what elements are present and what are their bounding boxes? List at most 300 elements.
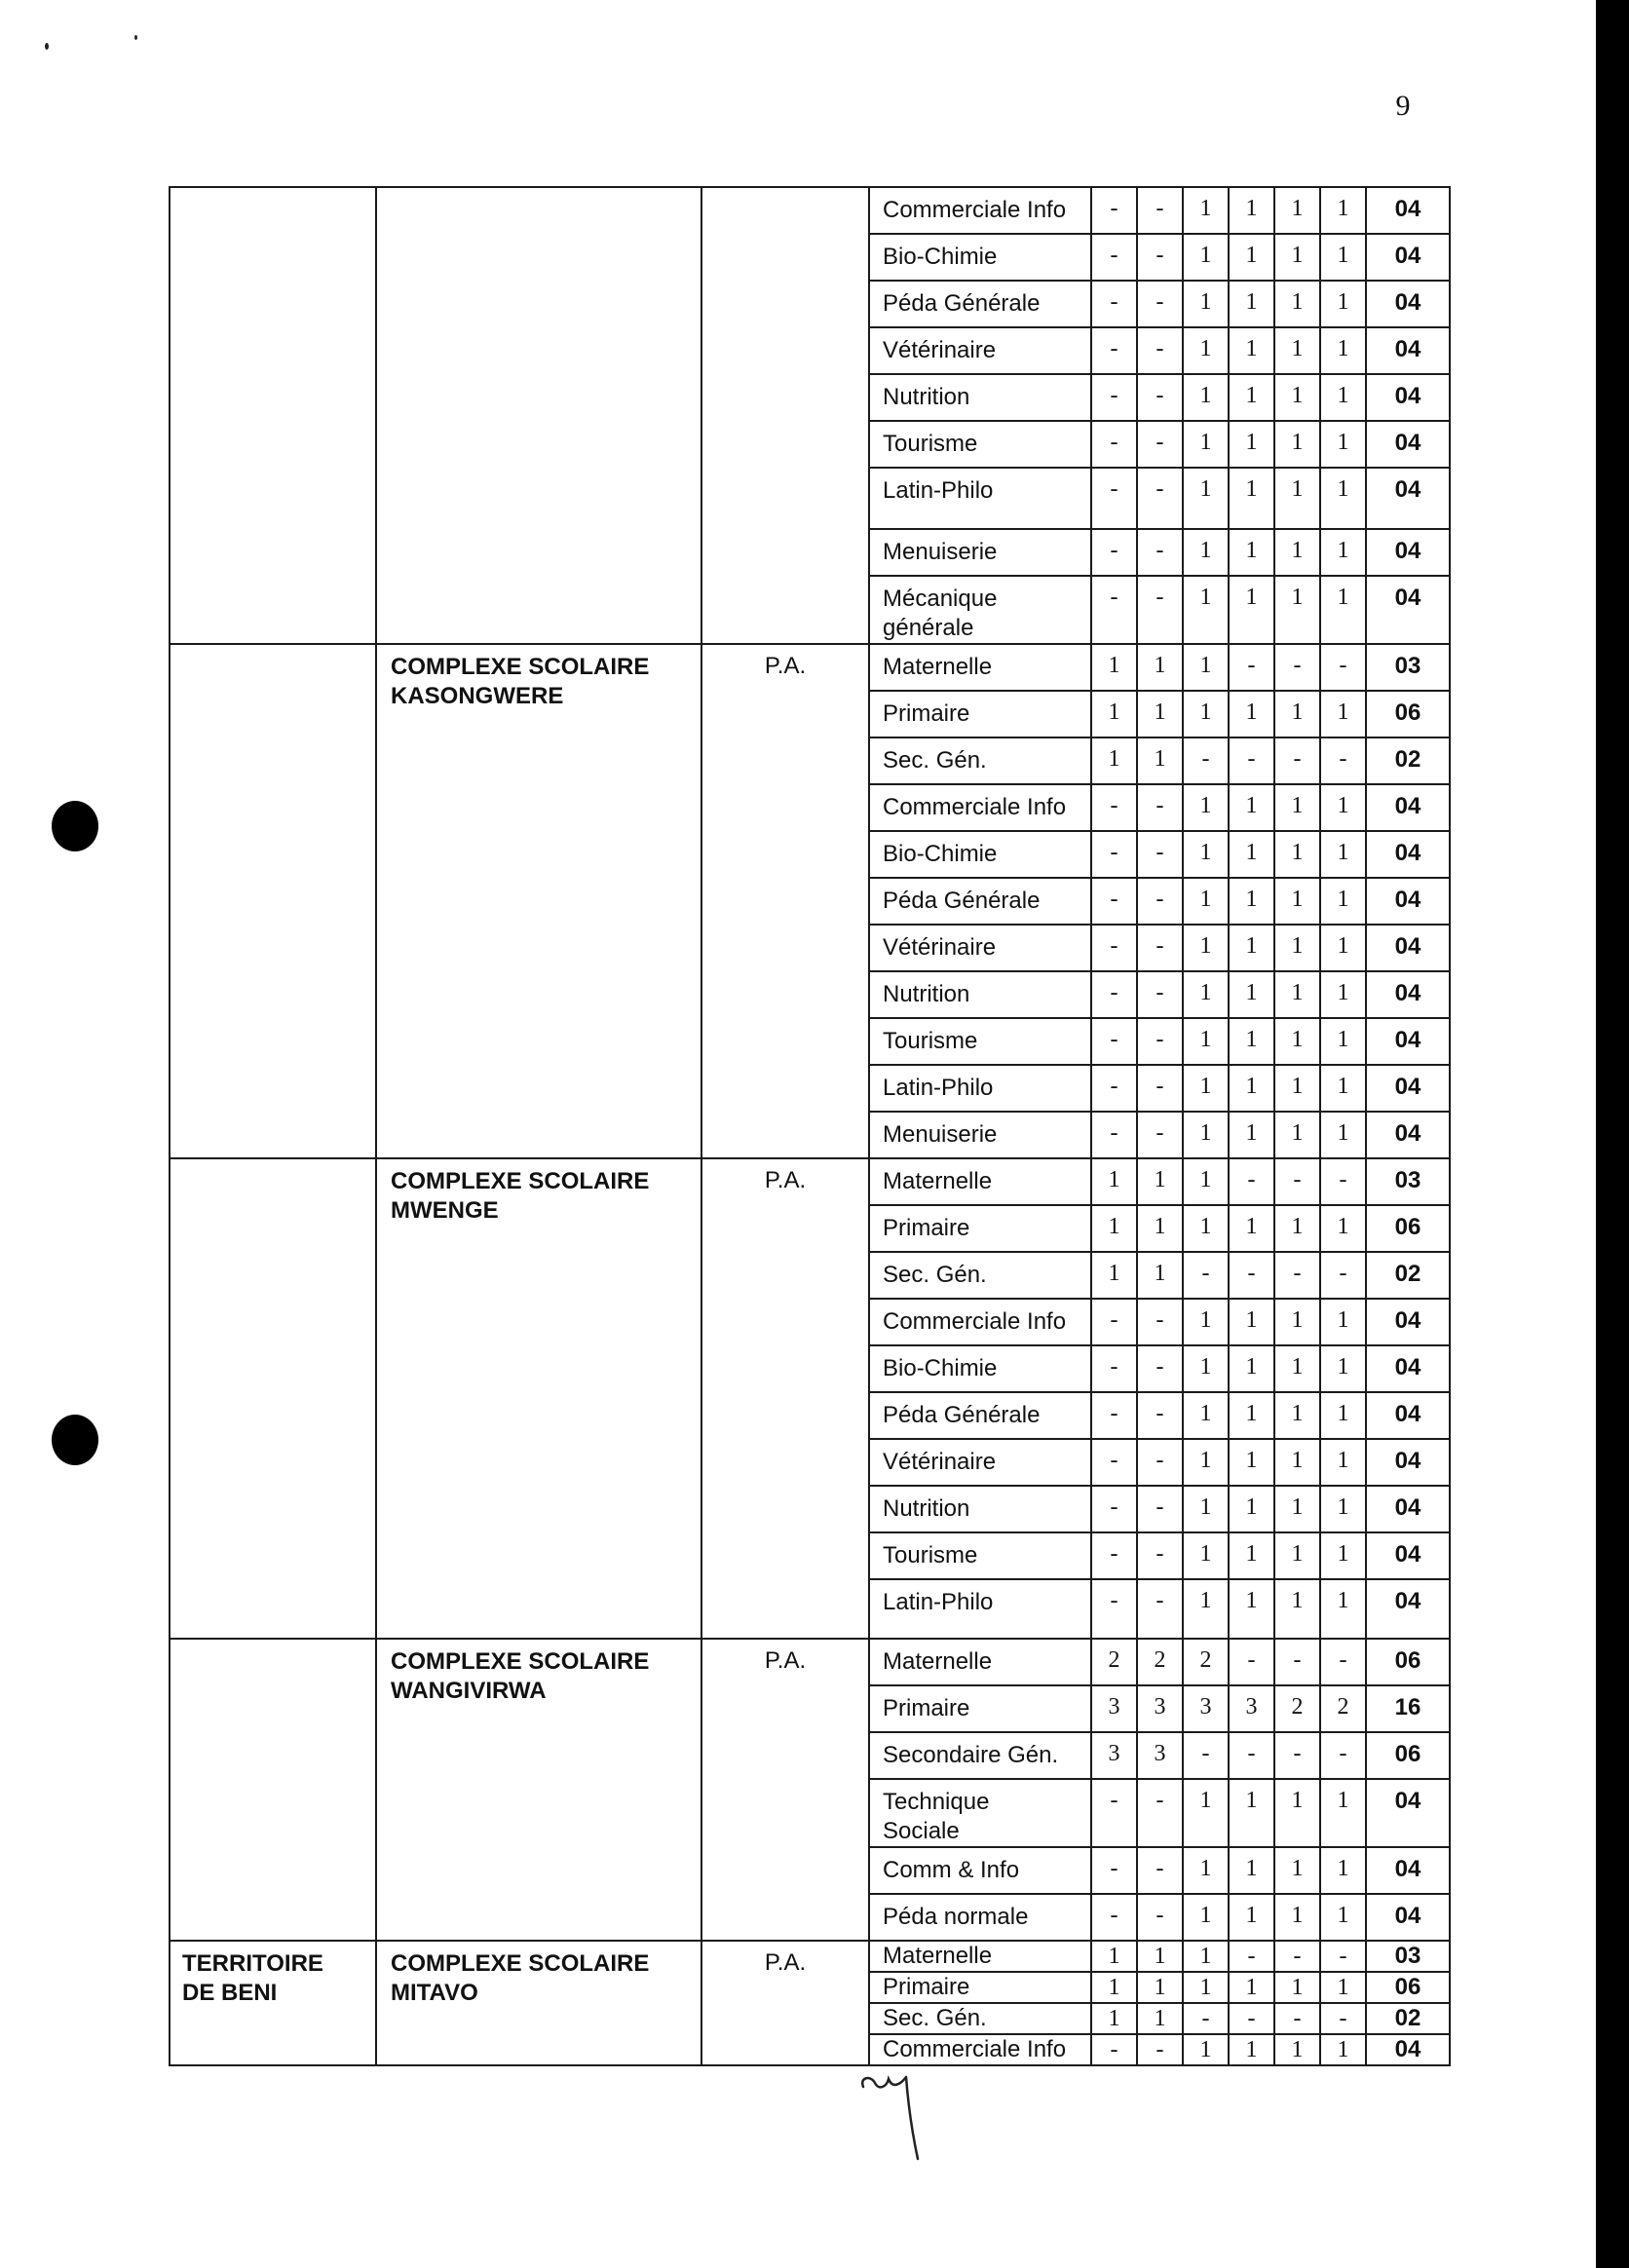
- class-count-cell: 1: [1320, 878, 1366, 925]
- school-cell: [376, 187, 701, 644]
- section-name-cell: [869, 644, 1091, 691]
- class-count-cell: 1: [1320, 281, 1366, 327]
- class-count-cell: -: [1137, 1847, 1183, 1894]
- class-count-cell: -: [1137, 576, 1183, 644]
- class-count-cell: 1: [1183, 529, 1229, 576]
- total-cell: 04: [1366, 421, 1450, 468]
- class-count-cell: -: [1137, 878, 1183, 925]
- class-count-cell: -: [1137, 1345, 1183, 1392]
- section-name-cell: [869, 1345, 1091, 1392]
- class-count-cell: 2: [1091, 1639, 1137, 1685]
- class-count-cell: -: [1229, 1639, 1274, 1685]
- total-cell: 06: [1366, 1732, 1450, 1779]
- class-count-cell: -: [1137, 234, 1183, 281]
- class-count-cell: -: [1091, 831, 1137, 878]
- class-count-cell: 1: [1274, 925, 1320, 971]
- total-cell: 04: [1366, 1847, 1450, 1894]
- section-name-cell: [869, 2034, 1091, 2065]
- section-name-cell: [869, 831, 1091, 878]
- class-count-cell: -: [1091, 1018, 1137, 1065]
- class-count-cell: 1: [1137, 644, 1183, 691]
- class-count-cell: 1: [1274, 971, 1320, 1018]
- class-count-cell: 1: [1091, 1252, 1137, 1299]
- class-count-cell: 1: [1183, 1439, 1229, 1486]
- class-count-cell: 1: [1183, 878, 1229, 925]
- section-name-line: Vétérinaire: [883, 337, 997, 363]
- class-count-cell: 1: [1183, 1345, 1229, 1392]
- total-cell: 04: [1366, 1579, 1450, 1639]
- school-type-cell: P.A.: [701, 1158, 869, 1639]
- class-count-cell: 1: [1274, 1847, 1320, 1894]
- class-count-cell: 1: [1229, 878, 1274, 925]
- section-name-cell: [869, 1252, 1091, 1299]
- class-count-cell: 1: [1183, 1579, 1229, 1639]
- total-cell: 04: [1366, 925, 1450, 971]
- section-name-line: Secondaire Gén.: [883, 1742, 1059, 1768]
- class-count-cell: 3: [1229, 1685, 1274, 1732]
- class-count-cell: 1: [1320, 1018, 1366, 1065]
- class-count-cell: 1: [1229, 468, 1274, 529]
- total-cell: 04: [1366, 529, 1450, 576]
- class-count-cell: -: [1137, 1486, 1183, 1532]
- section-name-line: Nutrition: [883, 1495, 970, 1522]
- section-name-line: Vétérinaire: [883, 934, 997, 961]
- section-name-line: Sec. Gén.: [883, 2005, 987, 2031]
- class-count-cell: 1: [1320, 2034, 1366, 2065]
- class-count-cell: 1: [1274, 1486, 1320, 1532]
- region-name-line: DE BENI: [182, 1980, 278, 2006]
- region-cell: [170, 1158, 376, 1639]
- class-count-cell: 1: [1137, 1158, 1183, 1205]
- class-count-cell: -: [1091, 281, 1137, 327]
- class-count-cell: -: [1091, 1112, 1137, 1158]
- class-count-cell: 1: [1274, 831, 1320, 878]
- class-count-cell: -: [1137, 784, 1183, 831]
- total-cell: 02: [1366, 1252, 1450, 1299]
- class-count-cell: 1: [1274, 1579, 1320, 1639]
- class-count-cell: 1: [1091, 2003, 1137, 2034]
- class-count-cell: -: [1137, 468, 1183, 529]
- class-count-cell: 1: [1274, 1532, 1320, 1579]
- class-count-cell: -: [1137, 327, 1183, 374]
- class-count-cell: 3: [1137, 1732, 1183, 1779]
- class-count-cell: 1: [1229, 187, 1274, 234]
- section-name-line: Mécanique: [883, 586, 998, 612]
- class-count-cell: 1: [1183, 1486, 1229, 1532]
- school-cell: [376, 1639, 701, 1941]
- section-name-cell: [869, 1439, 1091, 1486]
- class-count-cell: -: [1274, 1941, 1320, 1972]
- class-count-cell: -: [1091, 784, 1137, 831]
- class-count-cell: 2: [1137, 1639, 1183, 1685]
- class-count-cell: -: [1320, 1158, 1366, 1205]
- class-count-cell: 1: [1183, 1158, 1229, 1205]
- region-cell: [170, 1639, 376, 1941]
- section-name-cell: [869, 1972, 1091, 2003]
- school-name-line: MITAVO: [391, 1980, 478, 2006]
- class-count-cell: -: [1183, 1732, 1229, 1779]
- class-count-cell: -: [1091, 234, 1137, 281]
- class-count-cell: -: [1091, 1579, 1137, 1639]
- section-name-line: Technique: [883, 1789, 990, 1815]
- total-cell: 04: [1366, 1345, 1450, 1392]
- school-name-line: COMPLEXE SCOLAIRE: [391, 654, 650, 680]
- total-cell: 04: [1366, 468, 1450, 529]
- class-count-cell: -: [1320, 1639, 1366, 1685]
- section-name-cell: [869, 529, 1091, 576]
- class-count-cell: 1: [1183, 1392, 1229, 1439]
- class-count-cell: 1: [1274, 468, 1320, 529]
- class-count-cell: 1: [1183, 1941, 1229, 1972]
- class-count-cell: 1: [1091, 737, 1137, 784]
- class-count-cell: -: [1229, 644, 1274, 691]
- section-name-cell: [869, 1685, 1091, 1732]
- section-name-cell: [869, 1847, 1091, 1894]
- class-count-cell: -: [1137, 925, 1183, 971]
- class-count-cell: 1: [1274, 2034, 1320, 2065]
- total-cell: 06: [1366, 1205, 1450, 1252]
- class-count-cell: -: [1320, 737, 1366, 784]
- section-name-cell: [869, 234, 1091, 281]
- class-count-cell: 1: [1229, 1779, 1274, 1847]
- total-cell: 04: [1366, 1894, 1450, 1941]
- section-name-line: générale: [883, 615, 974, 641]
- class-count-cell: -: [1229, 1158, 1274, 1205]
- class-count-cell: -: [1091, 1345, 1137, 1392]
- class-count-cell: 3: [1091, 1732, 1137, 1779]
- class-count-cell: 1: [1229, 1579, 1274, 1639]
- class-count-cell: 1: [1091, 644, 1137, 691]
- class-count-cell: 1: [1229, 327, 1274, 374]
- section-name-line: Latin-Philo: [883, 1075, 994, 1101]
- class-count-cell: -: [1091, 529, 1137, 576]
- class-count-cell: -: [1183, 2003, 1229, 2034]
- class-count-cell: 1: [1183, 576, 1229, 644]
- class-count-cell: 1: [1183, 1112, 1229, 1158]
- section-name-line: Primaire: [883, 1695, 970, 1721]
- section-name-line: Menuiserie: [883, 539, 998, 565]
- class-count-cell: 1: [1137, 691, 1183, 737]
- section-name-line: Bio-Chimie: [883, 841, 998, 867]
- class-count-cell: -: [1229, 1252, 1274, 1299]
- total-cell: 04: [1366, 1299, 1450, 1345]
- class-count-cell: -: [1091, 1299, 1137, 1345]
- class-count-cell: 3: [1183, 1685, 1229, 1732]
- total-cell: 04: [1366, 1439, 1450, 1486]
- section-name-cell: [869, 2003, 1091, 2034]
- section-name-line: Tourisme: [883, 431, 978, 457]
- class-count-cell: 1: [1183, 187, 1229, 234]
- class-count-cell: -: [1274, 737, 1320, 784]
- class-count-cell: -: [1137, 421, 1183, 468]
- class-count-cell: 1: [1183, 1847, 1229, 1894]
- total-cell: 02: [1366, 2003, 1450, 2034]
- class-count-cell: 2: [1320, 1685, 1366, 1732]
- section-name-cell: [869, 1639, 1091, 1685]
- section-name-cell: [869, 737, 1091, 784]
- class-count-cell: 1: [1320, 1894, 1366, 1941]
- section-name-cell: [869, 1941, 1091, 1972]
- school-type-cell: [701, 187, 869, 644]
- class-count-cell: 1: [1229, 784, 1274, 831]
- class-count-cell: 1: [1320, 1486, 1366, 1532]
- class-count-cell: -: [1320, 1732, 1366, 1779]
- school-name-line: COMPLEXE SCOLAIRE: [391, 1168, 650, 1194]
- class-count-cell: 1: [1274, 1112, 1320, 1158]
- class-count-cell: -: [1229, 2003, 1274, 2034]
- class-count-cell: -: [1091, 1065, 1137, 1112]
- class-count-cell: 2: [1183, 1639, 1229, 1685]
- class-count-cell: -: [1137, 281, 1183, 327]
- section-name-cell: [869, 1732, 1091, 1779]
- total-cell: 04: [1366, 831, 1450, 878]
- class-count-cell: 1: [1274, 1018, 1320, 1065]
- section-name-line: Péda Générale: [883, 888, 1041, 914]
- class-count-cell: -: [1137, 1112, 1183, 1158]
- class-count-cell: 1: [1320, 1392, 1366, 1439]
- section-name-cell: [869, 1158, 1091, 1205]
- class-count-cell: 1: [1320, 421, 1366, 468]
- class-count-cell: 1: [1320, 784, 1366, 831]
- class-count-cell: 1: [1229, 1439, 1274, 1486]
- class-count-cell: -: [1320, 2003, 1366, 2034]
- class-count-cell: 1: [1183, 327, 1229, 374]
- class-count-cell: -: [1091, 1486, 1137, 1532]
- class-count-cell: 1: [1137, 2003, 1183, 2034]
- class-count-cell: 1: [1229, 1392, 1274, 1439]
- section-name-line: Commerciale Info: [883, 2036, 1067, 2062]
- class-count-cell: 1: [1274, 878, 1320, 925]
- class-count-cell: 1: [1274, 1894, 1320, 1941]
- section-name-line: Maternelle: [883, 1943, 993, 1969]
- section-name-cell: [869, 878, 1091, 925]
- section-name-line: Péda normale: [883, 1904, 1029, 1930]
- section-name-line: Primaire: [883, 1215, 970, 1241]
- class-count-cell: -: [1091, 327, 1137, 374]
- class-count-cell: -: [1320, 1941, 1366, 1972]
- school-type-cell: P.A.: [701, 644, 869, 1158]
- class-count-cell: 1: [1320, 1972, 1366, 2003]
- class-count-cell: 1: [1183, 691, 1229, 737]
- punch-hole: [52, 1415, 98, 1465]
- class-count-cell: 1: [1274, 1972, 1320, 2003]
- page-number: 9: [1395, 90, 1411, 122]
- class-count-cell: 1: [1183, 831, 1229, 878]
- school-cell: [376, 1941, 701, 2065]
- class-count-cell: -: [1320, 644, 1366, 691]
- class-count-cell: 1: [1091, 1941, 1137, 1972]
- class-count-cell: 1: [1274, 1779, 1320, 1847]
- section-name-cell: [869, 468, 1091, 529]
- class-count-cell: 1: [1274, 234, 1320, 281]
- class-count-cell: 1: [1183, 1299, 1229, 1345]
- class-count-cell: 1: [1229, 576, 1274, 644]
- section-name-line: Tourisme: [883, 1542, 978, 1569]
- total-cell: 04: [1366, 327, 1450, 374]
- class-count-cell: 1: [1274, 374, 1320, 421]
- class-count-cell: -: [1091, 1392, 1137, 1439]
- class-count-cell: 1: [1320, 1779, 1366, 1847]
- total-cell: 03: [1366, 644, 1450, 691]
- school-cell: [376, 1158, 701, 1639]
- section-name-line: Commerciale Info: [883, 794, 1067, 820]
- section-name-cell: [869, 971, 1091, 1018]
- section-name-cell: [869, 281, 1091, 327]
- class-count-cell: 1: [1229, 1345, 1274, 1392]
- class-count-cell: -: [1091, 576, 1137, 644]
- total-cell: 04: [1366, 1392, 1450, 1439]
- class-count-cell: -: [1183, 737, 1229, 784]
- section-name-line: Maternelle: [883, 1168, 993, 1194]
- total-cell: 04: [1366, 1532, 1450, 1579]
- class-count-cell: -: [1320, 1252, 1366, 1299]
- section-name-cell: [869, 1018, 1091, 1065]
- class-count-cell: -: [1137, 1439, 1183, 1486]
- class-count-cell: 2: [1274, 1685, 1320, 1732]
- table-row: [170, 1639, 1450, 1685]
- class-count-cell: 1: [1229, 421, 1274, 468]
- class-count-cell: 1: [1183, 2034, 1229, 2065]
- class-count-cell: 1: [1229, 1486, 1274, 1532]
- class-count-cell: -: [1137, 374, 1183, 421]
- region-cell: [170, 1941, 376, 2065]
- section-name-line: Nutrition: [883, 981, 970, 1007]
- signature-mark: [857, 2073, 945, 2171]
- section-name-line: Bio-Chimie: [883, 1355, 998, 1381]
- scan-speck: [45, 43, 49, 50]
- class-count-cell: 1: [1183, 374, 1229, 421]
- class-count-cell: 1: [1274, 1392, 1320, 1439]
- section-name-cell: [869, 1065, 1091, 1112]
- class-count-cell: 1: [1183, 784, 1229, 831]
- class-count-cell: 1: [1229, 1065, 1274, 1112]
- school-name-line: COMPLEXE SCOLAIRE: [391, 1648, 650, 1675]
- class-count-cell: 1: [1320, 1847, 1366, 1894]
- class-count-cell: 1: [1320, 1439, 1366, 1486]
- section-name-line: Sec. Gén.: [883, 1262, 987, 1288]
- class-count-cell: 1: [1320, 1065, 1366, 1112]
- section-name-line: Commerciale Info: [883, 197, 1067, 223]
- class-count-cell: 1: [1229, 831, 1274, 878]
- class-count-cell: 1: [1183, 1972, 1229, 2003]
- class-count-cell: 1: [1229, 1205, 1274, 1252]
- section-name-cell: [869, 187, 1091, 234]
- class-count-cell: -: [1137, 1894, 1183, 1941]
- class-count-cell: 1: [1274, 281, 1320, 327]
- section-name-line: Comm & Info: [883, 1857, 1020, 1883]
- class-count-cell: -: [1091, 1532, 1137, 1579]
- school-name-line: MWENGE: [391, 1197, 499, 1224]
- class-count-cell: 1: [1091, 691, 1137, 737]
- class-count-cell: -: [1091, 374, 1137, 421]
- section-name-line: Péda Générale: [883, 1402, 1041, 1428]
- class-count-cell: 1: [1320, 187, 1366, 234]
- class-count-cell: -: [1274, 2003, 1320, 2034]
- total-cell: 04: [1366, 1779, 1450, 1847]
- class-count-cell: 1: [1091, 1158, 1137, 1205]
- staffing-table: [169, 186, 1451, 2066]
- class-count-cell: 1: [1229, 925, 1274, 971]
- class-count-cell: -: [1229, 737, 1274, 784]
- section-name-line: Maternelle: [883, 654, 993, 680]
- class-count-cell: 1: [1183, 1205, 1229, 1252]
- class-count-cell: -: [1091, 971, 1137, 1018]
- total-cell: 04: [1366, 2034, 1450, 2065]
- region-cell: [170, 187, 376, 644]
- total-cell: 04: [1366, 1486, 1450, 1532]
- class-count-cell: 1: [1137, 1941, 1183, 1972]
- scan-speck: [134, 35, 137, 40]
- section-name-cell: [869, 1486, 1091, 1532]
- section-name-line: Sec. Gén.: [883, 747, 987, 774]
- class-count-cell: -: [1274, 1158, 1320, 1205]
- class-count-cell: 1: [1137, 737, 1183, 784]
- section-name-line: Péda Générale: [883, 290, 1041, 317]
- class-count-cell: 1: [1183, 971, 1229, 1018]
- class-count-cell: -: [1137, 1299, 1183, 1345]
- class-count-cell: 1: [1229, 1972, 1274, 2003]
- class-count-cell: 1: [1274, 1065, 1320, 1112]
- scan-edge-band: [1596, 0, 1629, 2268]
- class-count-cell: 1: [1320, 576, 1366, 644]
- class-count-cell: 3: [1091, 1685, 1137, 1732]
- class-count-cell: 1: [1137, 1205, 1183, 1252]
- school-type-cell: P.A.: [701, 1941, 869, 2065]
- section-name-cell: [869, 1392, 1091, 1439]
- class-count-cell: 1: [1229, 374, 1274, 421]
- section-name-line: Bio-Chimie: [883, 244, 998, 270]
- class-count-cell: 1: [1183, 468, 1229, 529]
- class-count-cell: -: [1091, 1894, 1137, 1941]
- class-count-cell: 1: [1320, 831, 1366, 878]
- class-count-cell: 1: [1274, 1439, 1320, 1486]
- section-name-line: Nutrition: [883, 384, 970, 410]
- class-count-cell: 1: [1274, 421, 1320, 468]
- section-name-line: Menuiserie: [883, 1121, 998, 1148]
- class-count-cell: -: [1091, 925, 1137, 971]
- section-name-cell: [869, 1894, 1091, 1941]
- class-count-cell: -: [1137, 1065, 1183, 1112]
- class-count-cell: 1: [1183, 925, 1229, 971]
- class-count-cell: -: [1274, 1732, 1320, 1779]
- class-count-cell: 1: [1274, 1205, 1320, 1252]
- class-count-cell: 1: [1183, 1065, 1229, 1112]
- section-name-line: Vétérinaire: [883, 1449, 997, 1475]
- class-count-cell: 1: [1183, 1532, 1229, 1579]
- section-name-line: Sociale: [883, 1818, 960, 1844]
- class-count-cell: 1: [1274, 327, 1320, 374]
- total-cell: 04: [1366, 234, 1450, 281]
- class-count-cell: 1: [1320, 374, 1366, 421]
- table-row: [170, 1941, 1450, 1972]
- class-count-cell: 1: [1091, 1205, 1137, 1252]
- class-count-cell: -: [1137, 971, 1183, 1018]
- class-count-cell: 1: [1320, 1532, 1366, 1579]
- class-count-cell: 1: [1229, 1112, 1274, 1158]
- section-name-cell: [869, 1299, 1091, 1345]
- total-cell: 04: [1366, 374, 1450, 421]
- section-name-cell: [869, 1532, 1091, 1579]
- class-count-cell: -: [1137, 831, 1183, 878]
- class-count-cell: 1: [1320, 1579, 1366, 1639]
- class-count-cell: 1: [1274, 1345, 1320, 1392]
- class-count-cell: 1: [1183, 234, 1229, 281]
- class-count-cell: 1: [1229, 281, 1274, 327]
- section-name-cell: [869, 1205, 1091, 1252]
- class-count-cell: 1: [1183, 644, 1229, 691]
- class-count-cell: 1: [1274, 187, 1320, 234]
- class-count-cell: -: [1274, 1252, 1320, 1299]
